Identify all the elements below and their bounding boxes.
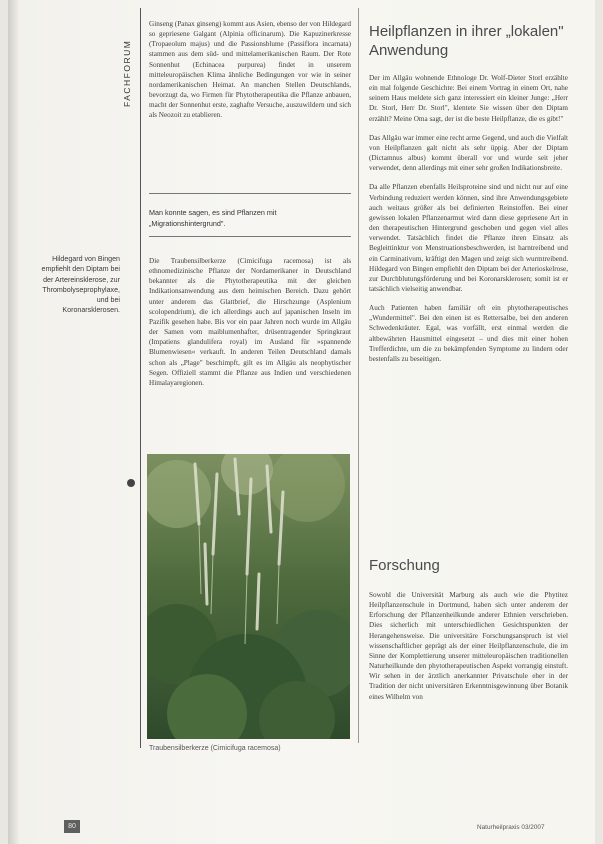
column-rule-left bbox=[140, 8, 141, 748]
body-text: Die Traubensilberkerze (Cimicifuga racemosa) ist als ethnomedizinische Pflanze der Nordamerikaner in Deutschland bekannter als die Phytotherapeutika mit der gleichen Indikationsanwendung aus dem heimischen Bereich. Dazu gehört unter anderem das Glattbrief, die Hirschzunge (Asplenium scolopendrium), die ich allerdings auch auf japanischen Inseln im Pazifik gesehen habe. Bis vor ein paar Jahren noch wurde im Allgäu der Samen vom maiblumenhafter, drüsentragender Springkraut (Impatiens glandulifera royal) im Ausland für »spannende Blumenwiesen« verkauft. In anderen Teilen Deutschland damals schon als „Plage" beschimpft, gilt es im Allgäu als neophytischer Segen. Offiziell stammt die Pflanze aus Indien und verschiedenen Himalayaregionen. bbox=[149, 257, 351, 387]
photo-caption: Traubensilberkerze (Cimicifuga racemosa) bbox=[149, 745, 281, 752]
paragraph: Da alle Pflanzen ebenfalls Heilsproteine sind und nicht nur auf eine Verbindung reduziert werden können, sind ihre Anwendungsgebiete auch weitaus größer als bei definierten Reinstoffen. Bei einer gewissen lokalen Pflanzenarmut wird dann diese gepriesene Art in den therapeutischen Hintergrund geschoben und gegen viel alles verwendet. Tatsächlich findet die Pflanze ihren Einsatz als Begleittinktur von Menstruationsbeschwerden, ist harntreibend und ein Carminativum, kräftigt den Magen und zeigt sich wurmtreibend. Hildegard von Bingen empfiehlt den Diptam bei der Arterioskelrose, zur Durchblutungsförderung und bei Koronarsklerosen; somit ist er tatsächlich vielseitig anwendbar. bbox=[369, 183, 568, 293]
right-body bbox=[369, 73, 568, 373]
issue-footer: Naturheilpraxis 03/2007 bbox=[477, 824, 545, 831]
heading-local-use: Heilpflanzen in ihrer „lokalen" Anwendung bbox=[369, 23, 564, 59]
gutter-shadow bbox=[8, 0, 20, 844]
section-label: FACHFORUM bbox=[122, 39, 132, 107]
bullet-marker bbox=[127, 479, 135, 487]
quote-rule-bottom bbox=[149, 236, 351, 237]
sidenote: Hildegard von Bingen empfiehlt den Diptam bei der Artereinsklerose, zur Thrombolyseprophylaxe, und bei Koronarsklerosen. bbox=[41, 255, 120, 315]
intro-text: Ginseng (Panax ginseng) kommt aus Asien, ebenso der von Hildegard so gepriesene Galgant (Alpinia officinarum). Die Kapuzinerkresse (Tropaeolum majus) und die Passionsblume (Passiflora incarnata) stammen aus dem süd- und mittelamerikanischen Raum. Der Rote Sonnenhut (Echinacea purpurea) findet in unserem mitteleuropäischen Klima ähnliche Bedingungen vor wie in seiner nordamerikanischen Heimat. An manchen Stellen Deutschlands, bevorzugt da, wo Firmen für Phytotherapeutika die Pflanze anbauen, macht der Sonnenhut erste, zaghafte Versuche, auszuwildern und sich als Neozoit zu etablieren. bbox=[149, 20, 351, 120]
paragraph: Der im Allgäu wohnende Ethnologe Dr. Wolf-Dieter Storl erzählte ein mal folgende Geschichte: Bei einem Vortrag in einem Ort, nahe seinem Haus meldete sich ganz interessiert ein kleiner Junge: „Herr Dr. Storl, Herr Dr. Storl", klentete Sie wissen über den Diptam erzählt? Meine Oma sagt, der ist die beste Heilpflanze, die es gibt!" bbox=[369, 74, 568, 123]
plant-photo bbox=[147, 454, 350, 739]
quote-rule-top bbox=[149, 193, 351, 194]
pull-quote: Man konnte sagen, es sind Pflanzen mit „Migrationshintergrund". bbox=[149, 208, 277, 228]
paragraph: Das Allgäu war immer eine recht arme Gegend, und auch die Vielfalt von Heilpflanzen galt nicht als sehr üppig. Aber der Diptam (Dictamnus albus) kommt überall vor und wurde seit jeher verwendet, denn allerdings mit einer sehr großen Indikationsbreite. bbox=[369, 133, 569, 173]
paragraph: Auch Patienten haben familiär oft ein phytotherapeutisches „Wundermittel". Bei den einen ist es Rettersalbe, bei den anderen Schwedenkräuter. Egal, was vorfällt, erst einmal werden die altbewährten Hausmittel eingesetzt – und dies mit einer hohen Trefferdichte, um die zu bekämpfenden Symptome zu lindern oder bestenfalls zu beseitigen. bbox=[369, 304, 568, 363]
heading-research: Forschung bbox=[369, 557, 440, 574]
column-rule-right bbox=[358, 8, 359, 743]
research-text: Sowohl die Universität Marburg als auch wie die Phytitez Heilpflanzenschule in Dortmund, haben sich unter anderem der Erforschung der Pflanzenheilkunde anderer Ethnien verschrieben. Dies sicherlich mit unterschiedlichen Gesichtspunkten der Herangehensweise. Die universitäre Forschungsanspruch ist viel wissenschaftlicher geprägt als der einer Heilpflanzenschule, die im Sinne der Komplettierung unserer mitteleuropäischen traditionellen Naturheilkunde den phytotherapeutischen Aspekt vorrangig einstuft. Wir sehen in der ärztlich anerkannter Privatschule eher in der Tradition der nicht universitären Erkenntnisgewinnung über Botanik eines Wilhelm von bbox=[369, 591, 568, 701]
page-number: 80 bbox=[64, 820, 80, 833]
